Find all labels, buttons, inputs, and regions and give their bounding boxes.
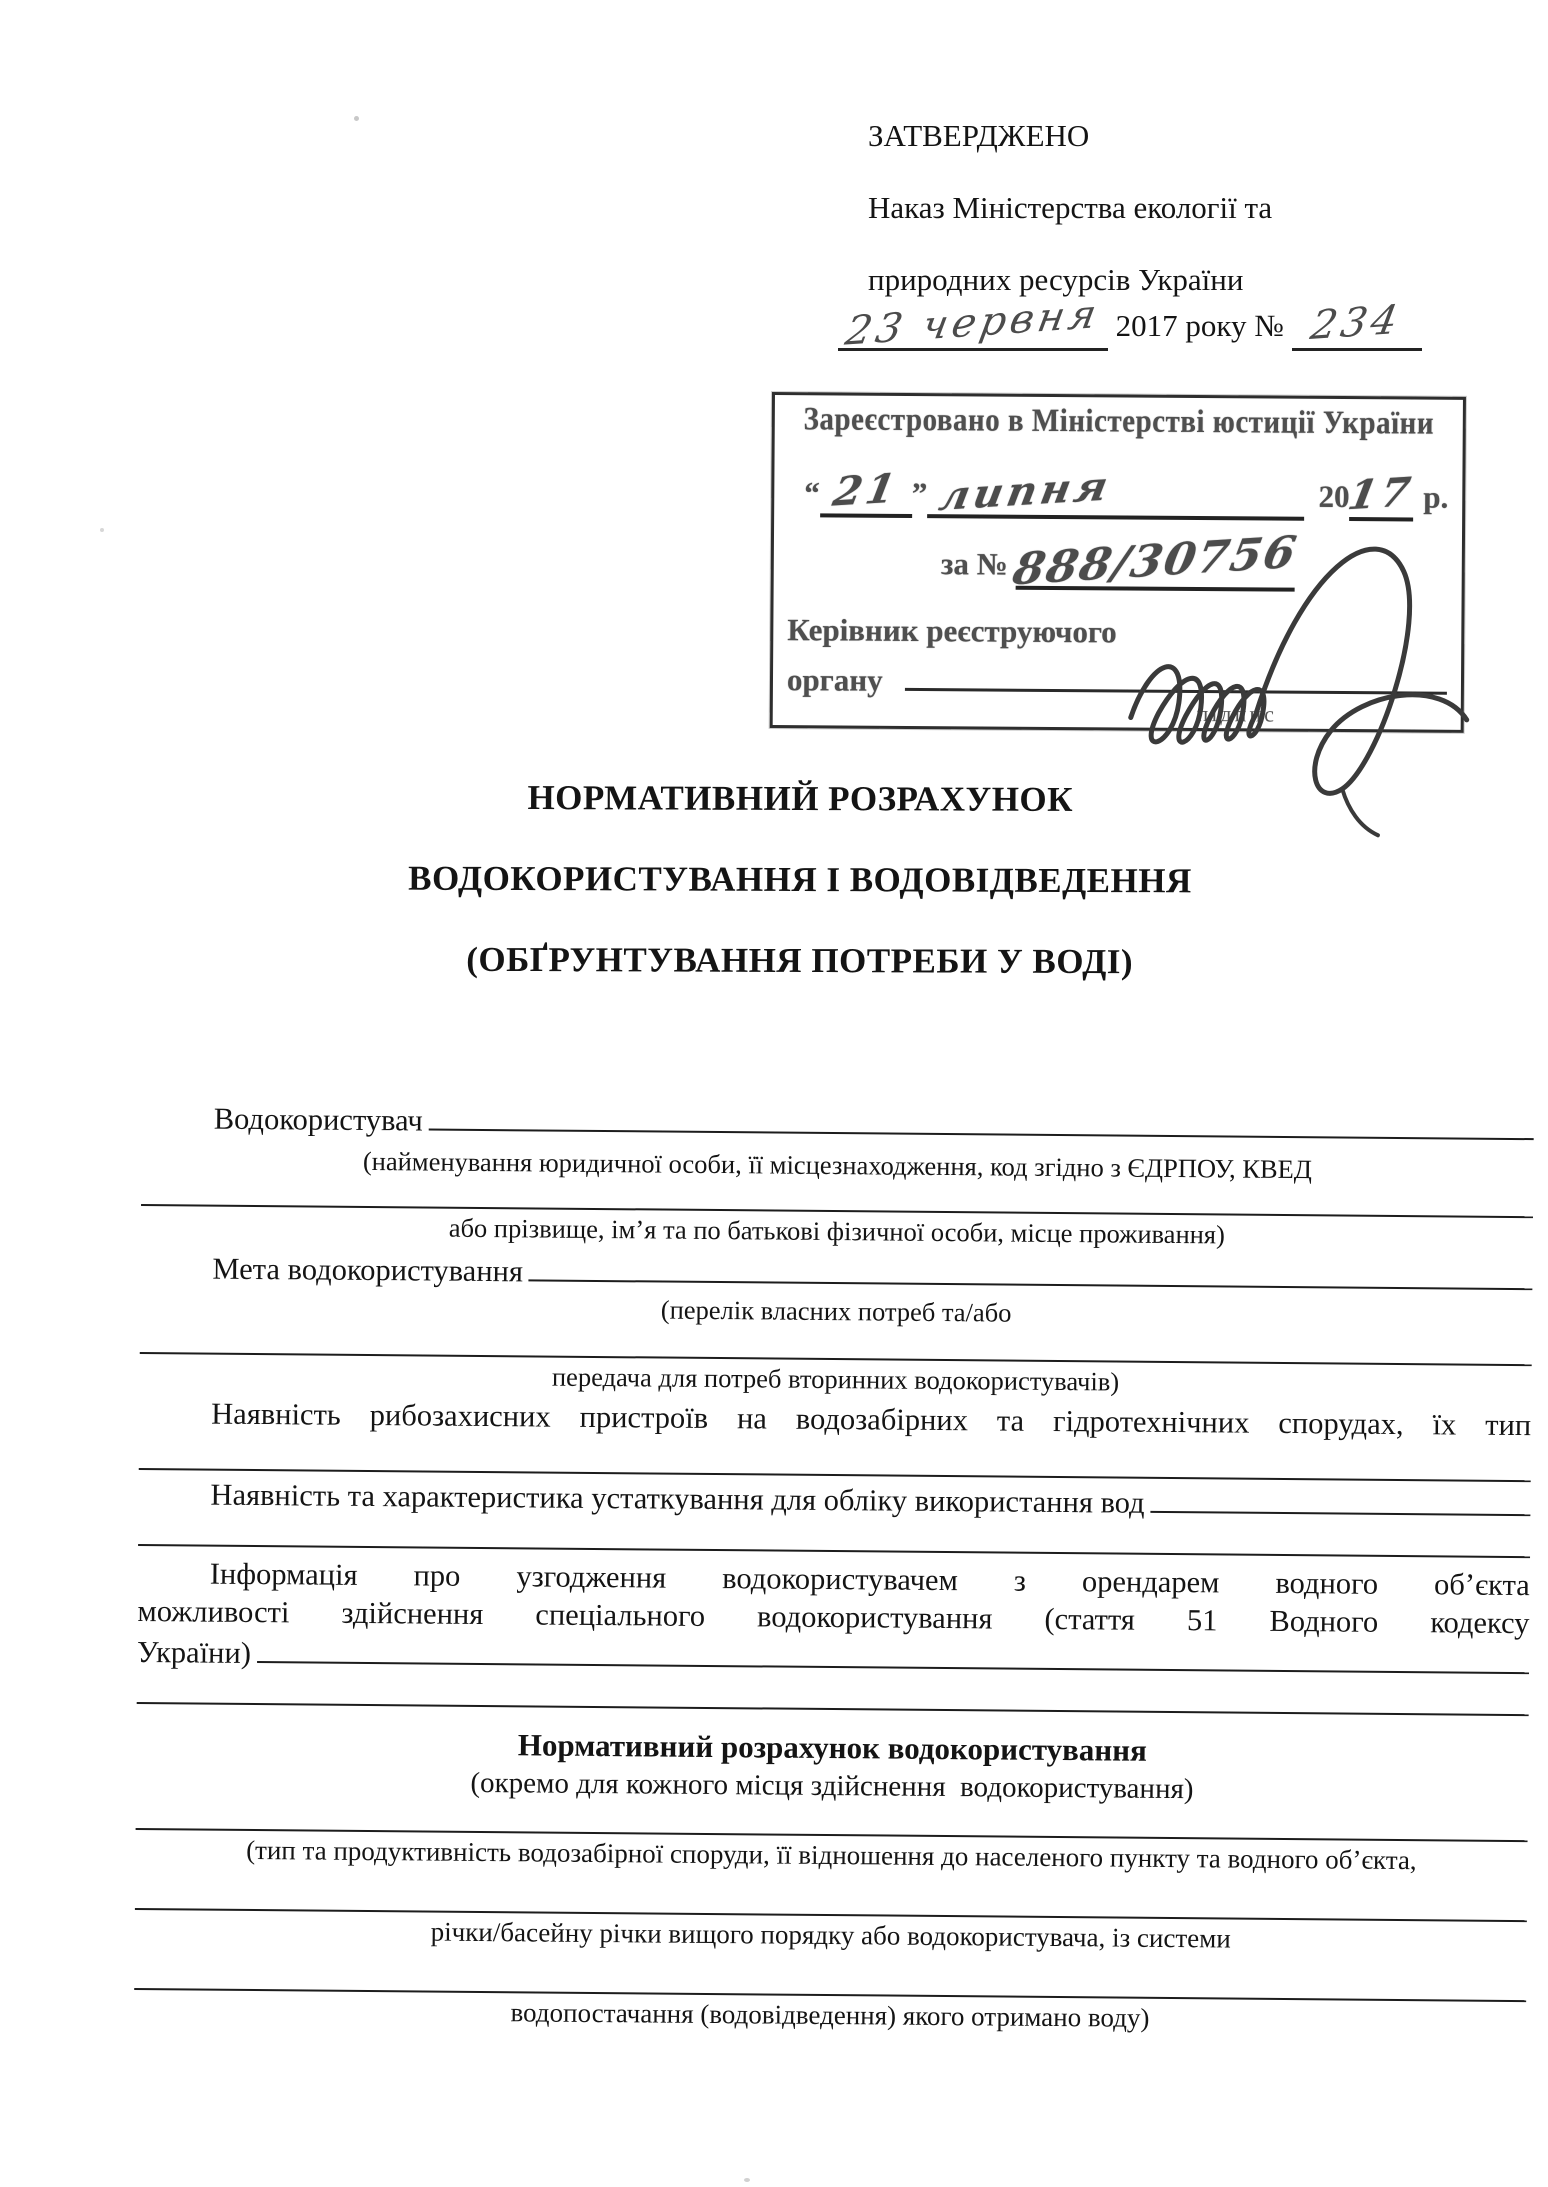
registration-stamp [770,392,1466,733]
purpose-label: Мета водокористування [212,1251,524,1289]
water-user-row [142,1096,1534,1150]
stamp-registration-number-row [774,527,1462,596]
scan-artifact [354,116,359,121]
water-user-blank [429,1099,1534,1141]
purpose-blank [529,1249,1533,1290]
calc-section-subheading: (окремо для кожного місця здійснення водокористування) [470,1766,1194,1806]
registration-number-handwritten: 888/30756 [1008,527,1302,596]
stamp-head-label-2: органу [786,662,883,698]
water-user-label: Водокористувач [213,1101,423,1138]
stamp-month-handwritten: липня [927,467,1305,521]
quote-open: “ [804,475,820,511]
order-date-handwritten: 23 червня [838,300,1108,351]
order-line-1: Наказ Міністерства екології та [868,190,1273,225]
stamp-head-label-1: Керівник реєструючого [787,612,1117,650]
agreement-line-3: України) [136,1634,252,1670]
stamp-header: Зареєстровано в Міністерстві юстиції України [803,401,1435,442]
signature-caption: підпис [1196,700,1278,727]
stamp-head-label-2-row [787,653,1461,703]
order-date-printed: 2017 року № [1115,308,1284,343]
scan-artifact [100,528,104,532]
calc-caption-3: водопостачання (водовідведення) якого отримано воду) [510,1997,1150,2033]
fish-protection-label: Наявність рибозахисних пристроїв на водозабірних та гідротехнічних спорудах, їх тип [211,1396,1532,1443]
agreement-line-2: можливості здійснення спеціального водокористування (стаття 51 Водного кодексу [137,1593,1530,1641]
approval-block [868,100,1272,316]
agreement-line-1: Інформація про узгодження водокористувачем з орендарем водного об’єкта [209,1556,1530,1603]
stamp-day-handwritten: 21 [820,466,912,518]
stamp-year-prefix: 20 [1318,478,1350,515]
stamp-year-suffix: р. [1423,479,1449,515]
order-date-line [838,291,1422,355]
stamp-year-handwritten: 17 [1349,470,1413,521]
order-line-2: природних ресурсів України [868,262,1244,297]
approved-label: ЗАТВЕРДЖЕНО [868,118,1090,153]
title-line-2: ВОДОКОРИСТУВАННЯ І ВОДОВІДВЕДЕННЯ [408,858,1192,901]
metering-label: Наявність та характеристика устаткування для обліку використання вод [210,1477,1145,1520]
title-line-1: НОРМАТИВНИЙ РОЗРАХУНОК [527,778,1074,819]
order-number-handwritten: 234 [1292,300,1422,351]
stamp-date-row [804,462,1449,521]
purpose-caption-1: (перелік власних потреб та/або [660,1294,1012,1328]
signature-line [905,654,1448,695]
calc-caption-1: (тип та продуктивність водозабірної споруди, її відношення до населеного пункту та водного об’єкта, [246,1834,1417,1876]
za-no-label: за № [940,546,1008,582]
scan-artifact [744,2178,750,2182]
calc-caption-2: річки/басейну річки вищого порядку або водокористувача, із системи [430,1916,1231,1954]
metering-blank [1151,1481,1531,1516]
purpose-caption-2: передача для потреб вторинних водокористувачів) [551,1361,1120,1397]
water-user-caption-1: (найменування юридичної особи, її місцезнаходження, код згідно з ЄДРПОУ, КВЕД [362,1145,1313,1185]
quote-close: ” [911,475,928,512]
calc-section-heading: Нормативний розрахунок водокористування [517,1727,1148,1768]
title-line-3: (ОБҐРУНТУВАННЯ ПОТРЕБИ У ВОДІ) [466,939,1134,982]
water-user-caption-2: або прізвище, ім’я та по батькові фізичної особи, місце проживання) [448,1212,1226,1250]
document-title [100,756,1501,1004]
form-body [134,1096,1534,2042]
